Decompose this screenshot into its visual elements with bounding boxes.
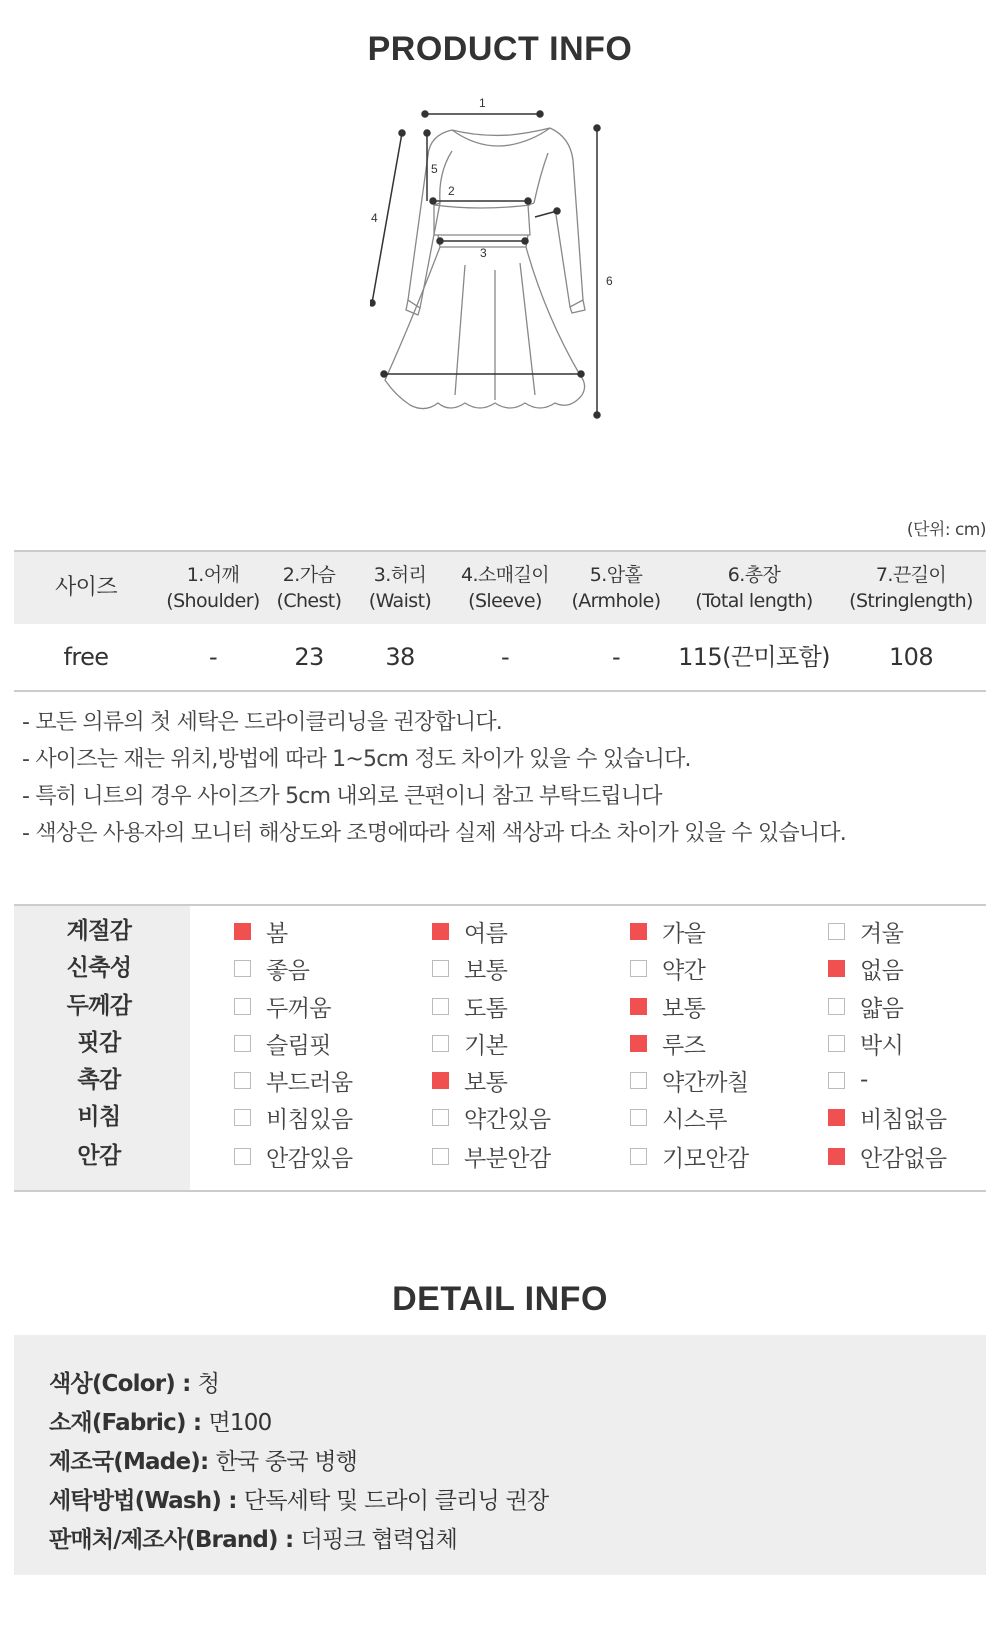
- unchecked-box-icon: [630, 960, 647, 977]
- attribute-label: 계절감: [66, 918, 132, 944]
- total-length-value: 115(끈미포함): [678, 643, 830, 671]
- unchecked-box-icon: [828, 1035, 845, 1052]
- size-table: [14, 550, 986, 692]
- unchecked-box-icon: [828, 998, 845, 1015]
- unchecked-box-icon: [828, 1072, 845, 1089]
- unchecked-box-icon: [828, 923, 845, 940]
- unchecked-box-icon: [630, 1072, 647, 1089]
- checked-box-icon: [828, 1148, 845, 1165]
- attribute-option: [432, 949, 507, 987]
- attribute-option: [828, 912, 903, 950]
- diagram-label-1: 1: [479, 96, 486, 110]
- attribute-option-label: 보통: [464, 957, 508, 984]
- attribute-option-label: 겨울: [860, 920, 904, 947]
- unit-label: (단위: cm): [906, 520, 986, 540]
- checked-box-icon: [432, 1072, 449, 1089]
- attribute-option: [630, 1137, 748, 1175]
- attribute-option-label: 시스루: [662, 1106, 727, 1133]
- diagram-label-5: 5: [431, 162, 438, 176]
- attribute-row: [14, 1098, 986, 1136]
- diagram-label-4: 4: [371, 211, 378, 225]
- attribute-option: [234, 912, 288, 950]
- attribute-option: [630, 949, 705, 987]
- checked-box-icon: [630, 1035, 647, 1052]
- dress-size-diagram: [370, 95, 640, 445]
- attribute-option: [234, 1061, 352, 1099]
- attribute-option: [630, 1098, 727, 1136]
- attribute-option-label: 보통: [662, 995, 706, 1022]
- header-shoulder: 1.어깨 (Shoulder): [166, 564, 260, 612]
- detail-color: 색상(Color) : 청: [49, 1371, 220, 1397]
- checked-box-icon: [828, 1109, 845, 1126]
- attribute-option: [630, 912, 705, 950]
- notes: [22, 704, 846, 852]
- header-total-length: 6.총장 (Total length): [695, 564, 813, 612]
- unchecked-box-icon: [234, 960, 251, 977]
- product-info-title: PRODUCT INFO: [367, 30, 633, 68]
- sleeve-value: -: [500, 643, 510, 671]
- unchecked-box-icon: [432, 1035, 449, 1052]
- shoulder-value: -: [208, 643, 218, 671]
- attribute-option-label: 얇음: [860, 995, 904, 1022]
- header-waist: 3.허리 (Waist): [368, 564, 432, 612]
- attribute-option: [432, 1137, 550, 1175]
- attribute-option-label: 루즈: [662, 1032, 706, 1059]
- attribute-option: [630, 1024, 705, 1062]
- note-item: - 사이즈는 재는 위치,방법에 따라 1~5cm 정도 차이가 있을 수 있습니다.: [22, 747, 691, 772]
- attribute-option: [432, 1024, 507, 1062]
- attribute-option-label: -: [860, 1067, 868, 1093]
- header-chest: 2.가슴 (Chest): [276, 564, 342, 612]
- attribute-option-label: 기모안감: [662, 1145, 749, 1172]
- header-size: 사이즈: [55, 575, 117, 600]
- diagram-label-2: 2: [448, 184, 455, 198]
- diagram-label-6: 6: [606, 274, 613, 288]
- attribute-option: [234, 1137, 352, 1175]
- note-item: - 모든 의류의 첫 세탁은 드라이클리닝을 권장합니다.: [22, 710, 502, 735]
- attribute-option-label: 약간있음: [464, 1106, 551, 1133]
- diagram-label-3: 3: [480, 246, 487, 260]
- attribute-row: [14, 1061, 986, 1099]
- attribute-label: 촉감: [77, 1067, 121, 1093]
- attribute-option-label: 약간: [662, 957, 706, 984]
- attribute-option-label: 부드러움: [266, 1069, 353, 1096]
- attribute-option-label: 약간까칠: [662, 1069, 749, 1096]
- attribute-option-label: 슬림핏: [266, 1032, 331, 1059]
- attribute-row: [14, 1024, 986, 1062]
- attribute-option: [234, 987, 331, 1025]
- unchecked-box-icon: [234, 1072, 251, 1089]
- detail-brand: 판매처/제조사(Brand) : 더핑크 협력업체: [49, 1527, 458, 1553]
- attribute-option: [828, 1024, 903, 1062]
- attribute-option-label: 도톰: [464, 995, 508, 1022]
- header-armhole: 5.암홀 (Armhole): [571, 564, 661, 612]
- detail-made: 제조국(Made): 한국 중국 병행: [49, 1449, 358, 1475]
- attribute-option-label: 안감있음: [266, 1145, 353, 1172]
- checked-box-icon: [630, 923, 647, 940]
- checked-box-icon: [432, 923, 449, 940]
- attribute-table: [14, 904, 986, 1192]
- attribute-label: 두께감: [66, 993, 132, 1019]
- attribute-option: [828, 949, 903, 987]
- unchecked-box-icon: [432, 960, 449, 977]
- attribute-option-label: 비침없음: [860, 1106, 947, 1133]
- note-item: - 색상은 사용자의 모니터 해상도와 조명에따라 실제 색상과 다소 차이가 있을 수 있습니다.: [22, 821, 846, 846]
- attribute-option-label: 안감없음: [860, 1145, 947, 1172]
- note-item: - 특히 니트의 경우 사이즈가 5cm 내외로 큰편이니 참고 부탁드립니다: [22, 784, 662, 809]
- unchecked-box-icon: [234, 1109, 251, 1126]
- armhole-value: -: [611, 643, 621, 671]
- attribute-option-label: 좋음: [266, 957, 310, 984]
- waist-value: 38: [385, 643, 415, 671]
- attribute-option-label: 기본: [464, 1032, 508, 1059]
- unchecked-box-icon: [234, 998, 251, 1015]
- attribute-label: 신축성: [66, 955, 132, 981]
- attribute-option-label: 부분안감: [464, 1145, 551, 1172]
- checked-box-icon: [630, 998, 647, 1015]
- unchecked-box-icon: [234, 1148, 251, 1165]
- chest-value: 23: [294, 643, 324, 671]
- attribute-row: [14, 912, 986, 950]
- attribute-option-label: 봄: [266, 920, 288, 947]
- attribute-label: 안감: [77, 1143, 121, 1169]
- unchecked-box-icon: [432, 998, 449, 1015]
- attribute-option: [828, 987, 903, 1025]
- attribute-option-label: 가을: [662, 920, 706, 947]
- unchecked-box-icon: [432, 1109, 449, 1126]
- attribute-option: [432, 912, 507, 950]
- attribute-option: [432, 1061, 507, 1099]
- attribute-option-label: 박시: [860, 1032, 904, 1059]
- attribute-option: [630, 1061, 748, 1099]
- checked-box-icon: [234, 923, 251, 940]
- attribute-option-label: 보통: [464, 1069, 508, 1096]
- detail-panel: [14, 1335, 986, 1575]
- attribute-label: 핏감: [77, 1030, 121, 1056]
- size-value: free: [63, 643, 109, 671]
- attribute-option-label: 두꺼움: [266, 995, 331, 1022]
- unchecked-box-icon: [630, 1109, 647, 1126]
- attribute-row: [14, 949, 986, 987]
- attribute-option: [828, 1061, 868, 1099]
- size-table-header: [14, 552, 986, 624]
- attribute-option: [828, 1137, 946, 1175]
- detail-wash: 세탁방법(Wash) : 단독세탁 및 드라이 클리닝 권장: [49, 1488, 549, 1514]
- attribute-option-label: 비침있음: [266, 1106, 353, 1133]
- attribute-row: [14, 1137, 986, 1175]
- attribute-option: [234, 1098, 352, 1136]
- attribute-option: [234, 1024, 331, 1062]
- checked-box-icon: [828, 960, 845, 977]
- attribute-option: [234, 949, 309, 987]
- attribute-option-label: 없음: [860, 957, 904, 984]
- unchecked-box-icon: [234, 1035, 251, 1052]
- attribute-option: [828, 1098, 946, 1136]
- header-sleeve: 4.소매길이 (Sleeve): [461, 564, 549, 612]
- attribute-option: [432, 1098, 550, 1136]
- unchecked-box-icon: [432, 1148, 449, 1165]
- header-string-length: 7.끈길이 (Stringlength): [849, 564, 973, 612]
- detail-fabric: 소재(Fabric) : 면100: [49, 1410, 272, 1436]
- unchecked-box-icon: [630, 1148, 647, 1165]
- attribute-option-label: 여름: [464, 920, 508, 947]
- attribute-label: 비침: [77, 1104, 121, 1130]
- attribute-option: [432, 987, 507, 1025]
- table-row: [14, 624, 986, 690]
- attribute-option: [630, 987, 705, 1025]
- string-length-value: 108: [888, 643, 933, 671]
- detail-info-title: DETAIL INFO: [392, 1280, 608, 1318]
- attribute-row: [14, 987, 986, 1025]
